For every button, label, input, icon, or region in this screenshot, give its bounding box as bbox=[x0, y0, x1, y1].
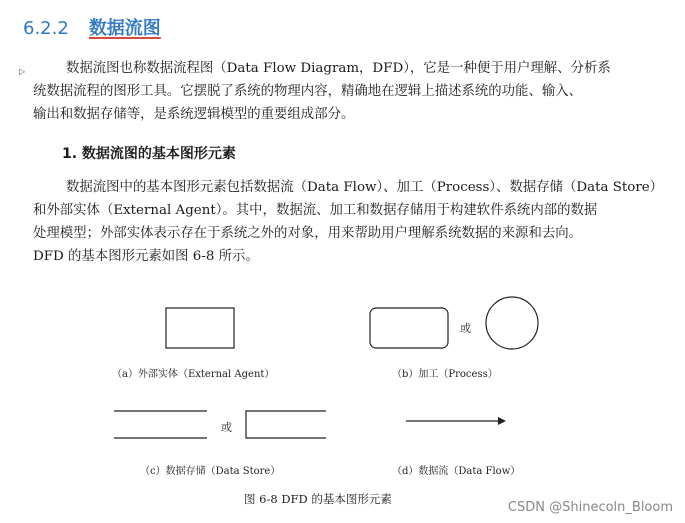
caption-external-agent: （a）外部实体（External Agent） bbox=[112, 369, 275, 380]
caption-process: （b）加工（Process） bbox=[392, 369, 498, 380]
data-flow-arrowhead-icon bbox=[498, 417, 506, 425]
section-title: 数据流图 bbox=[88, 18, 161, 39]
process-circle-shape bbox=[486, 297, 538, 349]
process-rounded-shape bbox=[370, 308, 448, 348]
watermark: CSDN @Shinecoln_Bloom bbox=[507, 500, 673, 515]
cursor-marker-icon: ▷ bbox=[19, 67, 26, 76]
body-line: 和外部实体（External Agent）。其中，数据流、加工和数据存储用于构建软件系统内部的数据 bbox=[33, 203, 598, 218]
intro-line: 数据流图也称数据流程图（Data Flow Diagram，DFD），它是一种便于用户理解、分析系 bbox=[66, 61, 611, 76]
or-label-c: 或 bbox=[221, 421, 232, 434]
external-agent-shape bbox=[166, 308, 234, 348]
or-label-b: 或 bbox=[460, 322, 471, 335]
body-line: 数据流图中的基本图形元素包括数据流（Data Flow）、加工（Process）、数据存储（Data Store） bbox=[66, 180, 664, 195]
caption-data-store: （c）数据存储（Data Store） bbox=[140, 466, 281, 477]
intro-line: 统数据流程的图形工具。它摆脱了系统的物理内容，精确地在逻辑上描述系统的功能、输入、 bbox=[33, 84, 583, 99]
figure-title: 图 6-8 DFD 的基本图形元素 bbox=[244, 492, 392, 506]
subsection-title: 1. 数据流图的基本图形元素 bbox=[62, 146, 236, 162]
body-line: DFD 的基本图形元素如图 6-8 所示。 bbox=[33, 249, 259, 264]
data-store-open-box bbox=[246, 411, 326, 438]
section-number: 6.2.2 bbox=[23, 18, 69, 39]
intro-line: 输出和数据存储等，是系统逻辑模型的重要组成部分。 bbox=[33, 107, 355, 122]
body-line: 处理模型；外部实体表示存在于系统之外的对象，用来帮助用户理解系统数据的来源和去向。 bbox=[33, 226, 583, 241]
caption-data-flow: （d）数据流（Data Flow） bbox=[392, 466, 521, 477]
